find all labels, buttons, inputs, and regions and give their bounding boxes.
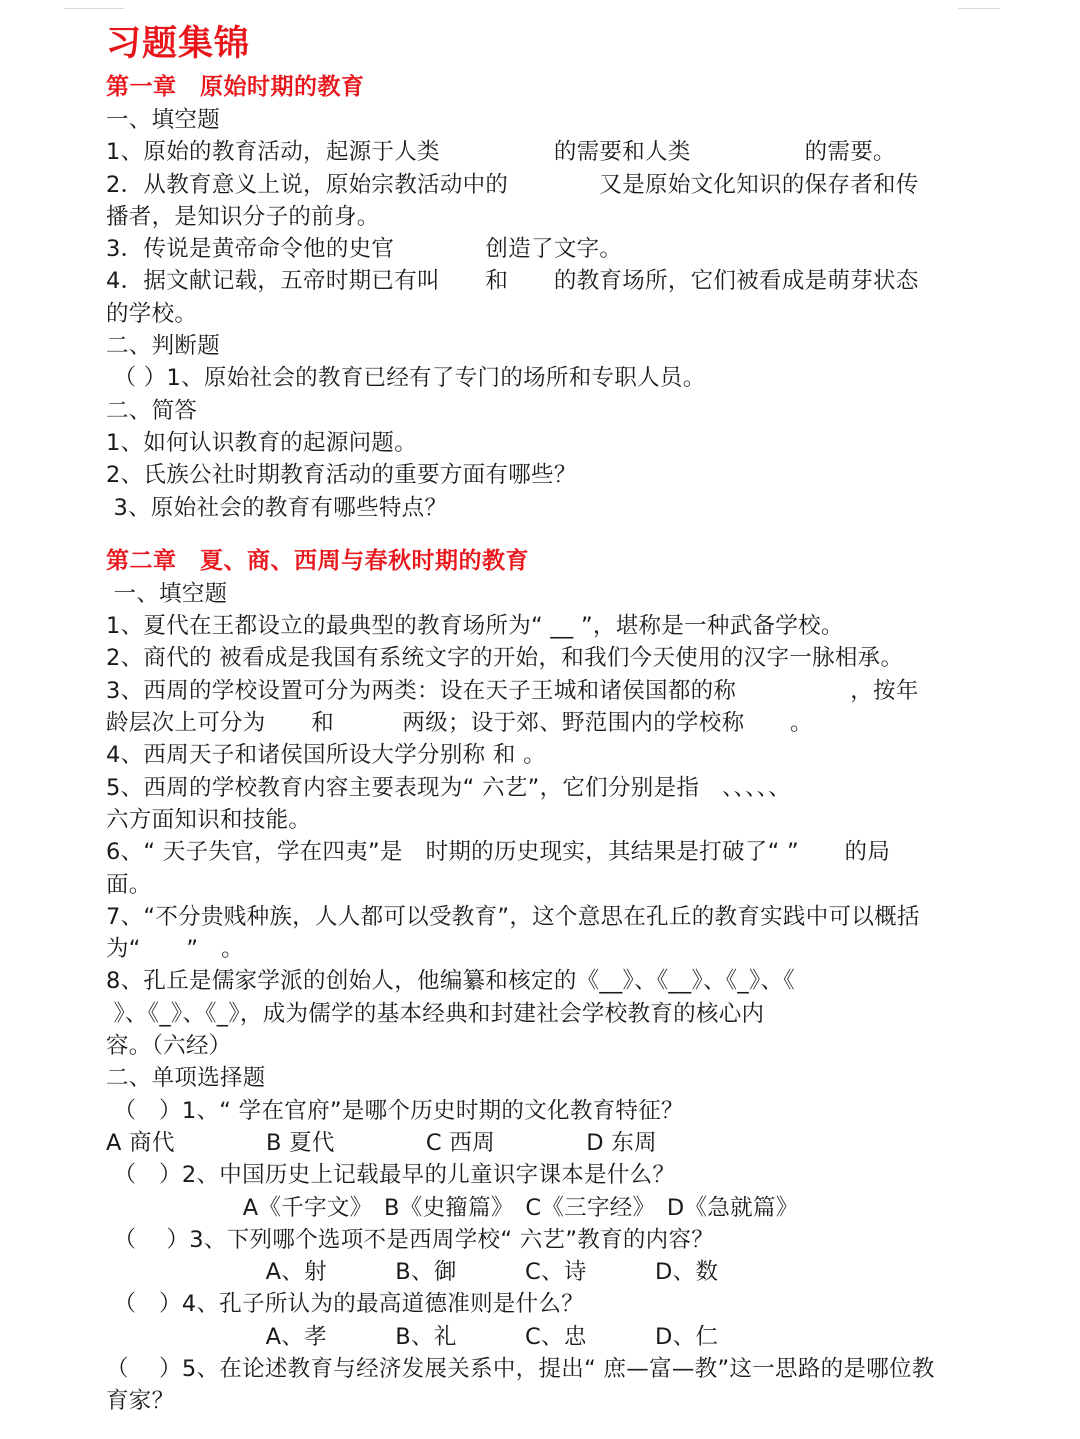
question-line: 1、原始的教育活动，起源于人类 的需要和人类 的需要。 [106, 139, 896, 166]
chapter-2-body [106, 578, 966, 1418]
question-line: （ ）2、中国历史上记载最早的儿童识字课本是什么？ [106, 1162, 676, 1189]
question-line: 播者，是知识分子的前身。 [106, 203, 380, 230]
answer-options: A 商代 B 夏代 C 西周 D 东周 [106, 1129, 657, 1156]
section-heading: 二、单项选择题 [106, 1065, 266, 1092]
question-line: （ ）4、孔子所认为的最高道德准则是什么？ [106, 1291, 585, 1318]
question-line: 容。（六经） [106, 1033, 232, 1060]
question-line: 龄层次上可分为 和 两级；设于郊、野范围内的学校称 。 [106, 710, 813, 737]
answer-options: A《千字文》 B《史籀篇》 C《三字经》 D《急就篇》 [106, 1194, 799, 1221]
section-heading: 一、填空题 [106, 580, 228, 607]
chapter-1-body [106, 104, 966, 524]
question-line: 1、如何认识教育的起源问题。 [106, 429, 418, 456]
question-line: 2、商代的 被看成是我国有系统文字的开始，和我们今天使用的汉字一脉相承。 [106, 645, 904, 672]
chapter-spacer [106, 524, 966, 544]
question-line: 8、孔丘是儒家学派的创始人，他编纂和核定的《__》、《__》、《_》、《 [106, 968, 795, 995]
chapter-1-heading: 第一章 原始时期的教育 [106, 74, 365, 100]
top-divider-left [64, 8, 124, 9]
question-line: 3、原始社会的教育有哪些特点？ [106, 494, 448, 521]
question-line: 的学校。 [106, 300, 198, 327]
question-line: 1、夏代在王都设立的最典型的教育场所为“ __ ”，堪称是一种武备学校。 [106, 613, 844, 640]
question-line: 面。 [106, 871, 152, 898]
question-line: 育家？ [106, 1388, 175, 1415]
question-line: 为“ ” 。 [106, 936, 244, 963]
top-divider-right [958, 8, 1000, 9]
question-line: （ ）5、在论述教育与经济发展关系中，提出“ 庶—富—教”这一思路的是哪位教 [106, 1355, 935, 1382]
section-heading: 二、判断题 [106, 333, 221, 360]
question-line: 4、西周天子和诸侯国所设大学分别称 和 。 [106, 742, 546, 769]
chapter-2-heading: 第二章 夏、商、西周与春秋时期的教育 [106, 547, 529, 574]
answer-options: A、孝 B、礼 C、忠 D、仁 [106, 1323, 719, 1350]
question-line: 7、“不分贵贱种族，人人都可以受教育”，这个意思在孔丘的教育实践中可以概括 [106, 903, 920, 930]
question-line: 》、《_》、《_》，成为儒学的基本经典和封建社会学校教育的核心内 [106, 1000, 765, 1027]
document-title: 习题集锦 [106, 24, 251, 64]
question-line: 2、氏族公社时期教育活动的重要方面有哪些？ [106, 462, 577, 489]
question-line: 3．传说是黄帝命令他的史官 创造了文字。 [106, 236, 623, 263]
question-line: （ ）1、“ 学在官府”是哪个历史时期的文化教育特征？ [106, 1097, 684, 1124]
document-page [106, 18, 966, 1418]
question-line: 6、“ 天子失官，学在四夷”是 时期的历史现实，其结果是打破了“ ” 的局 [106, 839, 891, 866]
question-line: （ ）1、原始社会的教育已经有了专门的场所和专职人员。 [106, 365, 706, 392]
section-heading: 二、简答 [106, 397, 198, 424]
section-heading: 一、填空题 [106, 107, 221, 133]
question-line: 2．从教育意义上说，原始宗教活动中的 又是原始文化知识的保存者和传 [106, 171, 919, 198]
answer-options: A、射 B、御 C、诗 D、数 [106, 1259, 719, 1286]
question-line: 4．据文献记载，五帝时期已有叫 和 的教育场所，它们被看成是萌芽状态 [106, 268, 919, 295]
question-line: 六方面知识和技能。 [106, 806, 312, 833]
question-line: 5、西周的学校教育内容主要表现为“ 六艺”，它们分别是指 、、、、、 [106, 774, 791, 801]
question-line: （ ）3、下列哪个选项不是西周学校“ 六艺”教育的内容？ [106, 1226, 715, 1253]
question-line: 3、西周的学校设置可分为两类：设在天子王城和诸侯国都的称 ，按年 [106, 677, 919, 704]
